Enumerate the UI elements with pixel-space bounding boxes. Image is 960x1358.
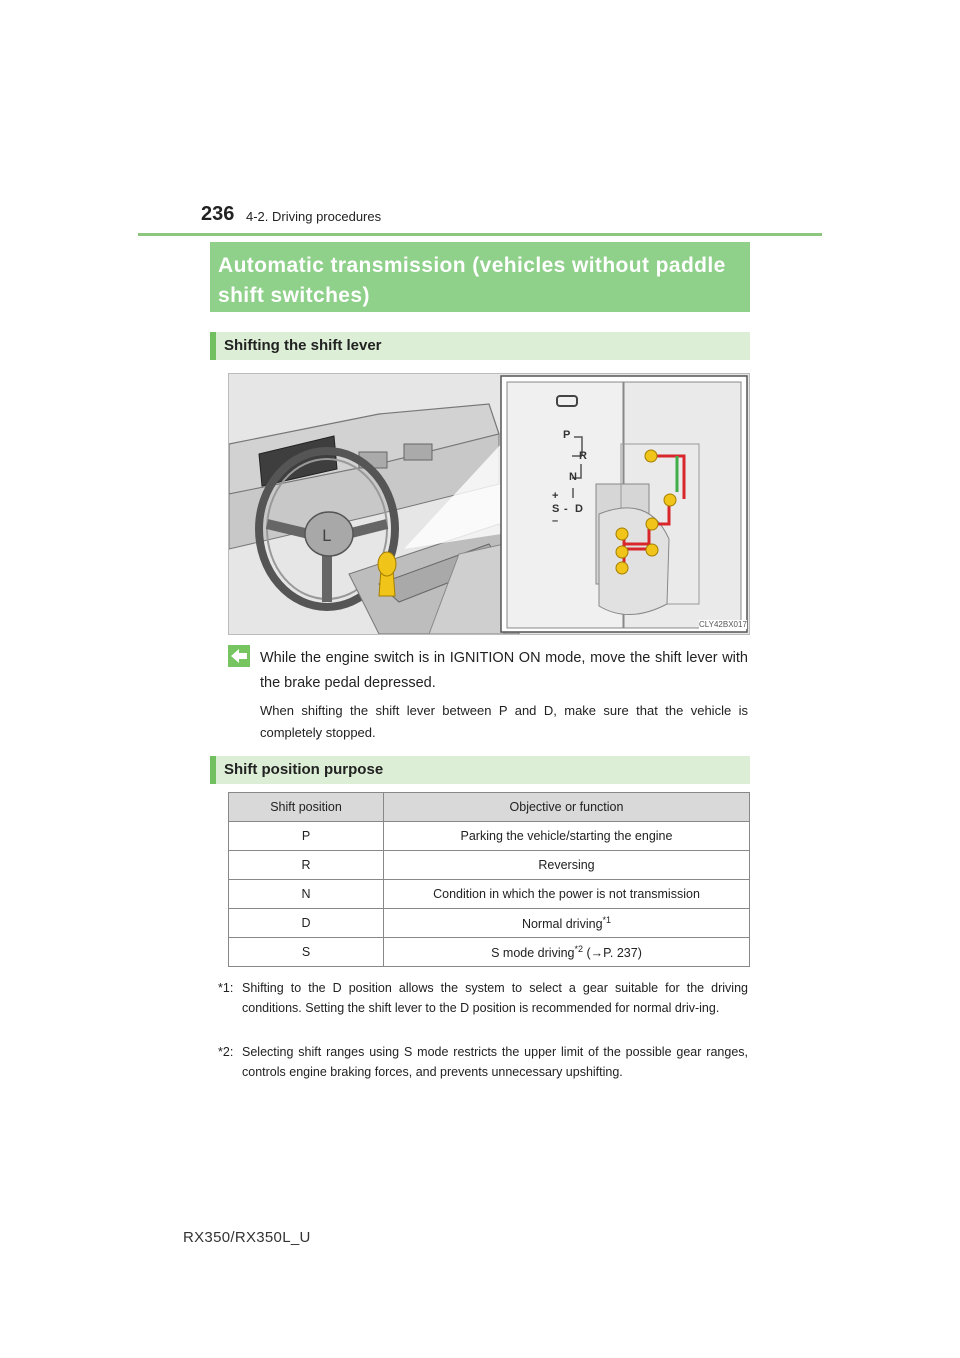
section-heading-shifting: Shifting the shift lever <box>210 332 750 360</box>
svg-text:L: L <box>322 526 331 545</box>
table-row <box>229 851 750 880</box>
cabin-drawing <box>229 374 749 634</box>
gate-label-r: R <box>579 450 587 462</box>
illustration-code: CLY42BX017 <box>699 620 747 629</box>
function-cell: Reversing <box>384 851 750 880</box>
model-code: RX350/RX350L_U <box>183 1229 311 1246</box>
table-row <box>229 909 750 938</box>
position-cell: R <box>229 851 384 880</box>
function-text: Normal driving <box>521 917 603 932</box>
gate-label-p: P <box>563 429 571 441</box>
page-number: 236 <box>201 203 235 225</box>
gate-label-minus: – <box>552 515 559 527</box>
table-header-row <box>229 793 750 822</box>
table-row <box>229 822 750 851</box>
gate-label-plus: + <box>552 490 559 502</box>
footnote-ref: *2 <box>574 943 584 954</box>
column-header-function: Objective or function <box>384 793 750 822</box>
table-row <box>229 938 750 967</box>
footnote-text: Selecting shift ranges using S mode restricts the upper limit of the possible gear ranges, controls engine braking forces, and prevents unnecessary upshifting. <box>242 1045 748 1079</box>
footnote-1 <box>218 978 748 1018</box>
gate-label-s: S <box>552 503 560 515</box>
table-row <box>229 880 750 909</box>
position-cell: N <box>229 880 384 909</box>
footnote-2 <box>218 1042 748 1082</box>
function-cell: Parking the vehicle/starting the engine <box>384 822 750 851</box>
gate-label-n: N <box>569 471 577 483</box>
page-title <box>210 242 750 312</box>
section-breadcrumb: 4-2. Driving procedures <box>246 209 382 224</box>
header-rule <box>138 233 822 236</box>
step-note: When shifting the shift lever between P and D, make sure that the vehicle is completely stopped. <box>260 703 748 740</box>
step-arrow-icon <box>228 645 250 667</box>
gate-label-dash: - <box>564 503 568 515</box>
page-title-line-2: shift switches) <box>218 284 370 307</box>
position-cell: P <box>229 822 384 851</box>
position-cell: D <box>229 909 384 938</box>
page-title-line-1: Automatic transmission (vehicles without paddle <box>218 254 726 277</box>
section-heading-purpose: Shift position purpose <box>210 756 750 784</box>
position-cell: S <box>229 938 384 967</box>
footnote-mark: *1: <box>218 981 234 995</box>
footnote-text: Shifting to the D position allows the system to select a gear suitable for the driving conditions. Setting the shift lever to the D position is recommended for normal driv-ing. <box>242 981 748 1015</box>
page-reference-link[interactable]: (→P. 237) <box>586 946 642 961</box>
footnote-ref: *1 <box>602 914 612 925</box>
shift-lever-illustration <box>228 373 750 635</box>
function-cell <box>384 909 750 938</box>
step-instruction: While the engine switch is in IGNITION ON mode, move the shift lever with the brake pedal depressed. <box>260 650 748 691</box>
function-text: S mode driving <box>491 946 575 961</box>
footnote-mark: *2: <box>218 1045 234 1059</box>
function-cell <box>384 938 750 967</box>
shift-position-table <box>228 792 750 967</box>
gate-label-d: D <box>575 503 583 515</box>
function-cell: Condition in which the power is not transmission <box>384 880 750 909</box>
column-header-position: Shift position <box>229 793 384 822</box>
